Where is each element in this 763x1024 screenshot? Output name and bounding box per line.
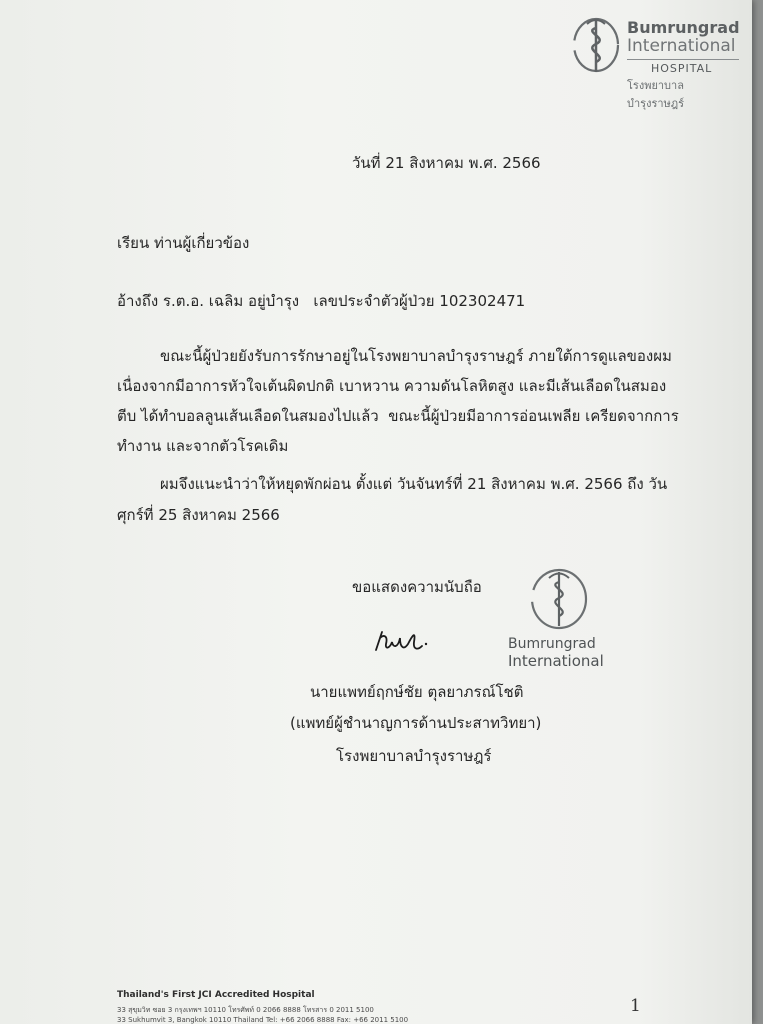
paragraph-1-line-4: ทำงาน และจากตัวโรคเดิม [117, 437, 289, 455]
brand-divider [627, 59, 739, 60]
header-logo [571, 14, 741, 110]
signer-name: นายแพทย์ฤกษ์ชัย ตุลยาภรณ์โชติ [310, 683, 524, 701]
stamp-sub: International [508, 652, 604, 670]
footer-tagline: Thailand's First JCI Accredited Hospital [117, 990, 315, 1000]
paragraph-1-line-3: ตีบ ได้ทำบอลลูนเส้นเลือดในสมองไปแล้ว ขณะนี้ผู้ป่วยมีอาการอ่อนเพลีย เครียดจากการ [117, 407, 679, 425]
caduceus-seal-icon [571, 14, 625, 76]
reference-line: อ้างถึง ร.ต.อ. เฉลิม อยู่บำรุง เลขประจำตัวผู้ป่วย 102302471 [117, 292, 526, 310]
paragraph-1-line-2: เนื่องจากมีอาการหัวใจเต้นผิดปกติ เบาหวาน ความดันโลหิตสูง และมีเส้นเลือดในสมอง [117, 377, 667, 395]
footer-address-en: 33 Sukhumvit 3, Bangkok 10110 Thailand Tel: +66 2066 8888 Fax: +66 2011 5100 [117, 1016, 409, 1024]
signer-organization: โรงพยาบาลบำรุงราษฎร์ [336, 747, 492, 765]
salutation: เรียน ท่านผู้เกี่ยวข้อง [117, 234, 250, 252]
caduceus-stamp-icon [528, 566, 590, 632]
hospital-stamp [508, 566, 618, 676]
stamp-name: Bumrungrad [508, 636, 596, 652]
paragraph-2-line-2: ศุกร์ที่ 25 สิงหาคม 2566 [117, 506, 280, 524]
handwritten-signature [370, 624, 430, 656]
paragraph-1-line-1: ขณะนี้ผู้ป่วยยังรับการรักษาอยู่ในโรงพยาบาลบำรุงราษฎร์ ภายใต้การดูแลของผม [160, 347, 672, 365]
closing: ขอแสดงความนับถือ [352, 578, 482, 596]
brand-thai: โรงพยาบาลบำรุงราษฎร์ [627, 79, 685, 110]
paragraph-2-line-1: ผมจึงแนะนำว่าให้หยุดพักผ่อน ตั้งแต่ วันจันทร์ที่ 21 สิงหาคม พ.ศ. 2566 ถึง วัน [160, 475, 668, 493]
brand-name: Bumrungrad [627, 18, 740, 37]
letter-date: วันที่ 21 สิงหาคม พ.ศ. 2566 [352, 154, 541, 172]
signer-title: (แพทย์ผู้ชำนาญการด้านประสาทวิทยา) [290, 714, 542, 732]
brand-sub: International [627, 36, 736, 56]
page-number: 1 [630, 996, 641, 1016]
brand-hospital: HOSPITAL [651, 62, 713, 75]
footer-address-thai: 33 สุขุมวิท ซอย 3 กรุงเทพฯ 10110 โทรศัพท์ 0 2066 8888 โทรสาร 0 2011 5100 [117, 1006, 374, 1014]
